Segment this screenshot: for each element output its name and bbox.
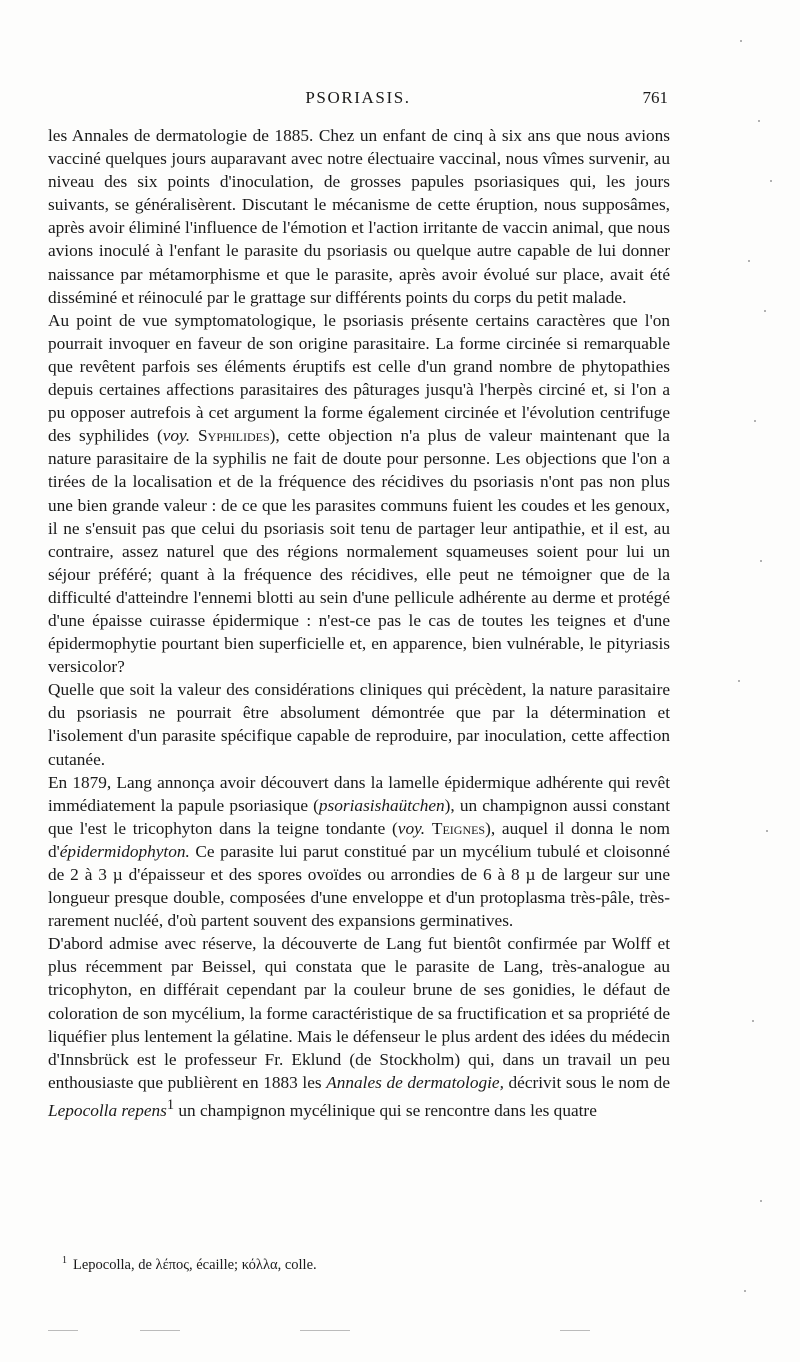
- footnote-mark: 1: [62, 1255, 67, 1266]
- speck: [760, 560, 762, 562]
- paragraph-1: [48, 124, 670, 309]
- voy-reference-2: voy.: [397, 818, 426, 838]
- paragraph-2-text-a: Au point de vue symptomatologique, le psoriasis présente certains caractères que l'on pourrait invoquer en faveur de son origine parasitaire. La forme circinée si remarquable que revêtent parfois ses éléments éruptifs est celle d'un grand nombre de phytopathies depuis certaines affections parasitaires des pâturages jusqu'à l'herpès circiné et, si l'on a pu opposer autrefois à cet argument la forme également circinée et l'évolution centrifuge des syphilides (: [48, 310, 670, 446]
- epidermidophyton-term: épidermidophyton.: [59, 841, 190, 861]
- paragraph-5-text-c: un champignon mycélinique qui se rencontre dans les quatre: [174, 1100, 597, 1120]
- speck: [758, 120, 760, 122]
- speck: [760, 1200, 762, 1202]
- speck: [770, 180, 772, 182]
- paragraph-4-text-b: ), un champignon aussi constant que l'est le tricophyton dans la teigne tondante (: [48, 795, 670, 838]
- scan-mark: [140, 1330, 180, 1331]
- speck: [764, 310, 766, 312]
- paragraph-4-text-d: Ce parasite lui parut constitué par un mycélium tubulé et cloisonné de 2 à 3 µ d'épaisseur et des spores ovoïdes ou arrondies de 6 à 8 µ de largeur sur une longueur presque double, composées d'une enveloppe et d'un protoplasma très-pâle, très-rarement nucléé, d'où partent souvent des expansions germinatives.: [48, 841, 670, 931]
- scan-mark: [300, 1330, 350, 1331]
- paragraph-3-text: Quelle que soit la valeur des considérations cliniques qui précèdent, la nature parasitaire du psoriasis ne pourrait être absolument démontrée que par la détermination et l'isolement d'un parasite spécifique capable de reproduire, par inoculation, cette affection cutanée.: [48, 680, 670, 769]
- syphilides-reference: Syphilides: [198, 426, 270, 446]
- paragraph-4-text-a: En 1879, Lang annonça avoir découvert dans la lamelle épidermique adhérente qui revêt immédiatement la papule psoriasique (: [48, 772, 670, 815]
- teignes-reference: Teignes: [431, 818, 486, 838]
- page-number: 761: [642, 88, 668, 107]
- margin-scan-noise: [730, 0, 800, 1362]
- paragraph-4-text-c: ), auquel il donna le nom d': [48, 818, 670, 861]
- running-title: PSORIASIS.: [305, 88, 411, 107]
- speck: [740, 40, 742, 42]
- paragraph-5-text-b: décrivit sous le nom de: [503, 1072, 670, 1092]
- body-text: [48, 124, 670, 1122]
- footnote-ref: 1: [166, 1096, 175, 1113]
- paragraph-2-text-b: ), cette objection n'a plus de valeur maintenant que la nature parasitaire de la syphilis ne fait de doute pour personne. Les objections que l'on a tirées de la localisation et de la fréquence des récidives du psoriasis n'ont pas non plus une bien grande valeur : de ce que les parasites communs fuient les coudes et les genoux, il ne s'ensuit pas que celui du psoriasis soit tenu de partager leur antipathie, et il est, au contraire, assez naturel que des régions normalement squameuses soient pour lui un séjour préféré; quant à la fréquence des récidives, elle peut ne témoigner que de la difficulté d'atteindre l'ennemi blotti au sein d'une pellicule adhérente au derme et protégé d'une épaisse cuirasse épidermique : n'est-ce pas le cas de toutes les teignes et d'une épidermophytie pourtant bien superficielle et, en apparence, bien vulnérable, le pityriasis versicolor?: [48, 426, 670, 677]
- psoriasishautchen-term: psoriasishaütchen: [318, 795, 445, 815]
- paragraph-1-text: les Annales de dermatologie de 1885. Chez un enfant de cinq à six ans que nous avions vacciné quelques jours auparavant avec notre électuaire vaccinal, nous vîmes survenir, au niveau des six points d'inoculation, de grosses papules psoriasiques qui, les jours suivants, se généralisèrent. Discutant le mécanisme de cette éruption, nous supposâmes, après avoir éliminé l'influence de l'émotion et l'action irritante de vaccin animal, que nous avions inoculé à l'enfant le parasite du psoriasis ou quelque autre capable de lui donner naissance par métamorphisme et que le parasite, après avoir évolué sur place, avait été disséminé et réinoculé par le grattage sur différents points du corps du petit malade.: [48, 126, 670, 307]
- speck: [748, 260, 750, 262]
- paragraph-2: [48, 309, 670, 679]
- scan-mark: [48, 1330, 78, 1331]
- speck: [766, 830, 768, 832]
- scan-mark: [560, 1330, 590, 1331]
- paragraph-5-text-a: D'abord admise avec réserve, la découverte de Lang fut bientôt confirmée par Wolff et plus récemment par Beissel, qui constata que le parasite de Lang, très-analogue au tricophyton, en différait cependant par la couleur brune de ses gonidies, le défaut de coloration de son mycélium, la forme caractéristique de sa fructification et sa propriété de liquéfier plus lentement la gélatine. Mais le défenseur le plus ardent des idées du médecin d'Innsbrück est le professeur Fr. Eklund (de Stockholm) qui, dans un travail un peu enthousiaste que publièrent en 1883 les: [48, 934, 670, 1092]
- footnote-text: Lepocolla, de λέπος, écaille; κόλλα, colle.: [73, 1256, 317, 1273]
- speck: [738, 680, 740, 682]
- speck: [752, 1020, 754, 1022]
- paragraph-3: [48, 678, 670, 770]
- lepocolla-term: Lepocolla repens: [48, 1100, 167, 1120]
- speck: [754, 420, 756, 422]
- speck: [744, 1290, 746, 1292]
- paragraph-5: [48, 932, 670, 1122]
- paragraph-4: [48, 771, 670, 933]
- page-header: [48, 88, 668, 114]
- footnote: [48, 1252, 670, 1274]
- voy-reference: voy.: [162, 426, 191, 446]
- journal-title: Annales de dermatologie,: [326, 1072, 504, 1092]
